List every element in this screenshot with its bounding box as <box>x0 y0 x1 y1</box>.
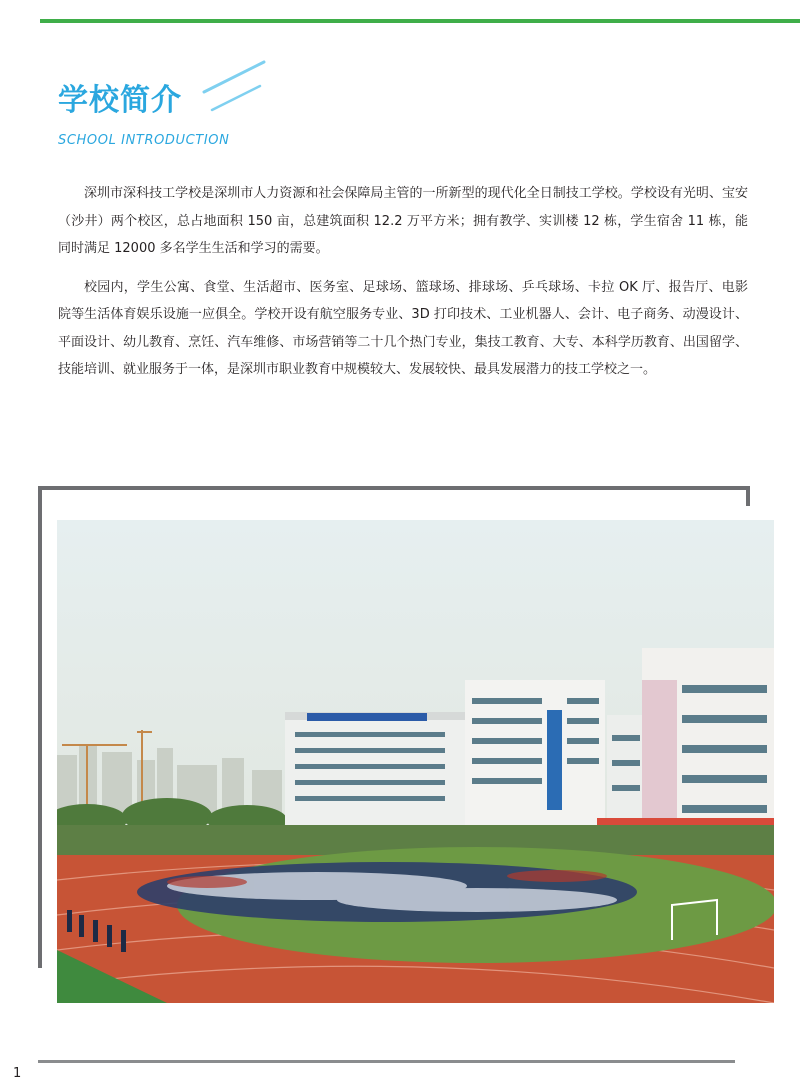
intro-text <box>58 180 748 395</box>
page-number: 1 <box>13 1066 22 1081</box>
bottom-rule <box>38 1060 735 1063</box>
page-subtitle: SCHOOL INTRODUCTION <box>58 133 230 148</box>
campus-photo <box>57 520 774 1003</box>
intro-paragraph-1: 深圳市深科技工学校是深圳市人力资源和社会保障局主管的一所新型的现代化全日制技工学校。学校设有光明、宝安（沙井）两个校区，总占地面积 150 亩，总建筑面积 12.2 万平方米；拥有教学、实训楼 12 栋，学生宿舍 11 栋，能同时满足 12000 多名学生生活和学习的需要。 <box>58 186 748 256</box>
page-title: 学校简介 <box>58 83 182 118</box>
photo-frame-tick <box>746 486 750 506</box>
top-green-rule <box>40 19 800 23</box>
intro-paragraph-2: 校园内，学生公寓、食堂、生活超市、医务室、足球场、篮球场、排球场、乒乓球场、卡拉 OK 厅、报告厅、电影院等生活体育娱乐设施一应俱全。学校开设有航空服务专业、3D 打印技术、工业机器人、会计、电子商务、动漫设计、平面设计、幼儿教育、烹饪、汽车维修、市场营销等二十几个热门专业，集技工教育、大专、本科学历教育、出国留学、技能培训、就业服务于一体，是深圳市职业教育中规模较大、发展较快、最具发展潜力的技工学校之一。 <box>58 279 748 377</box>
title-decoration-lines <box>190 58 270 114</box>
